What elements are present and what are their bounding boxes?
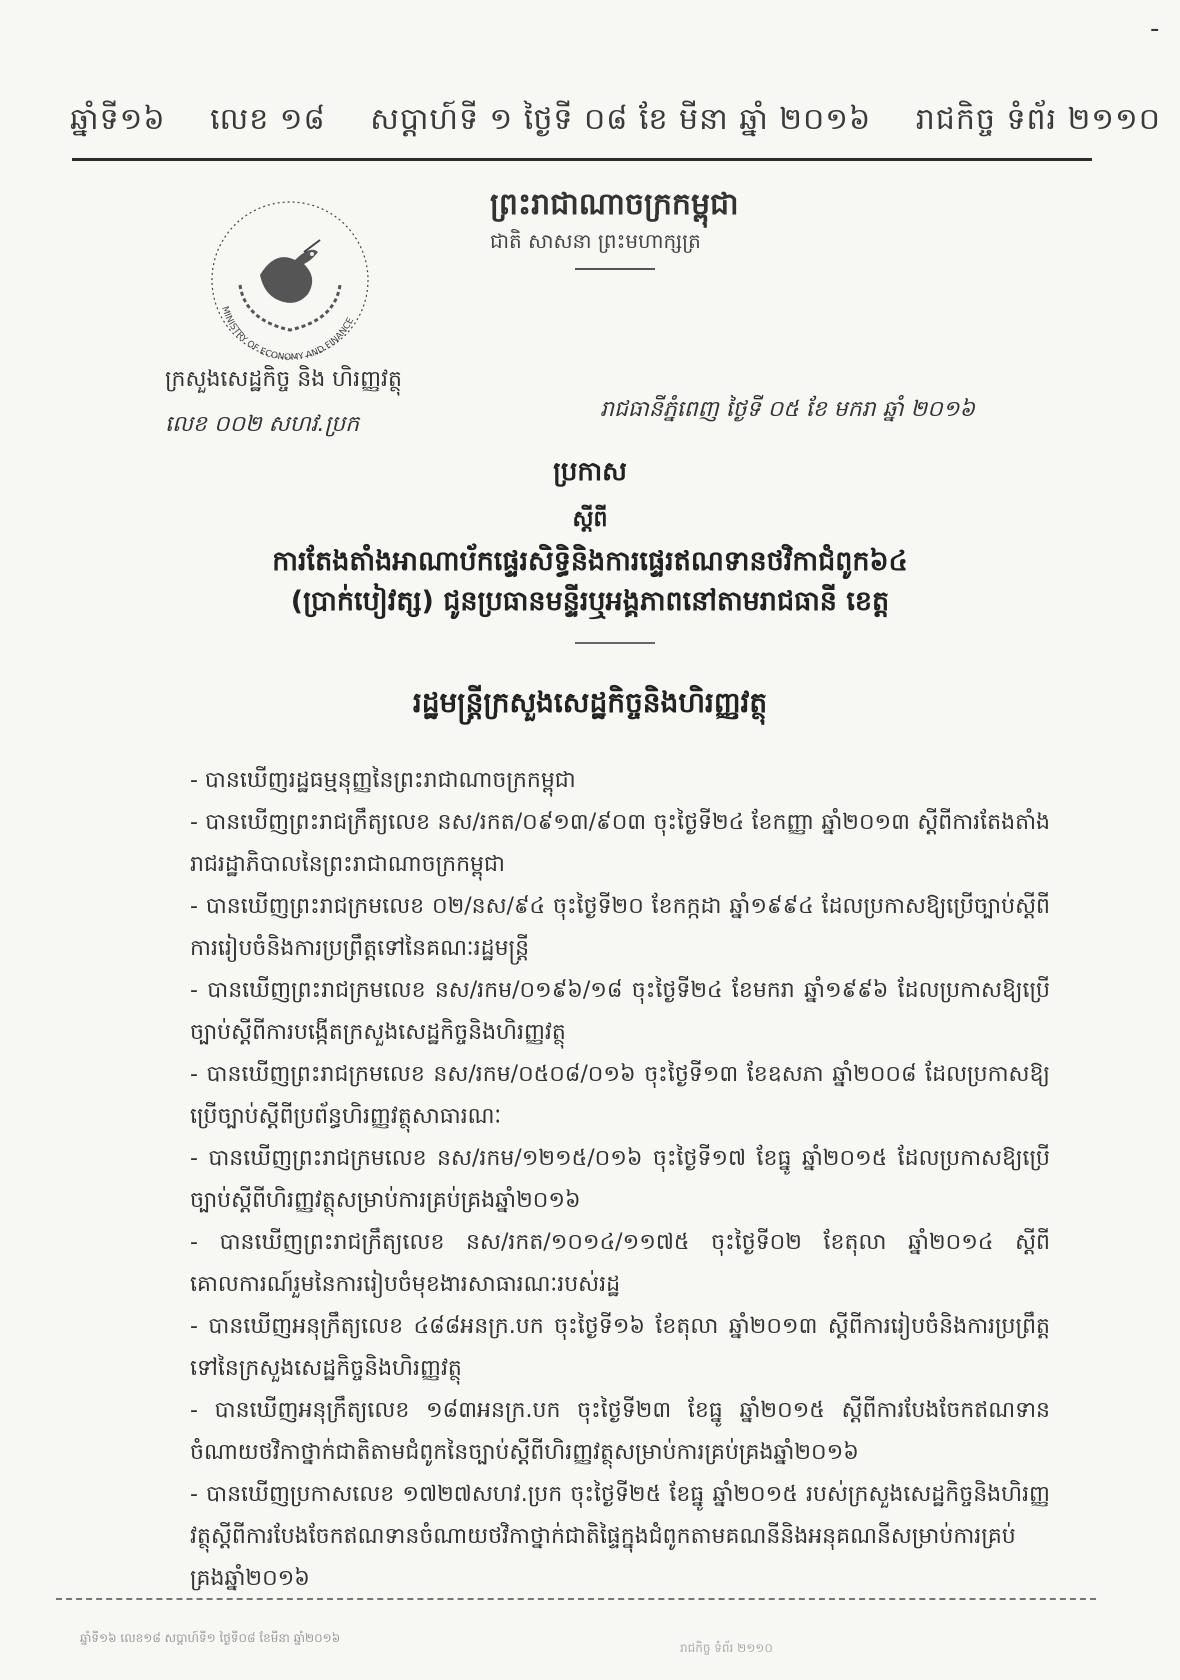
- gazette-year: ឆ្នាំទី១៦: [70, 102, 166, 137]
- seal-text: MINISTRY OF ECONOMY AND FINANCE: [219, 305, 357, 364]
- corner-mark: -: [1150, 14, 1160, 44]
- consideration-item: - បានឃើញព្រះរាជក្រឹត្យលេខ នស/រកត/១០១៤/១១៧៥ ចុះថ្ងៃទី០២ ខែតុលា ឆ្នាំ២០១៤ ស្តីពីគោលការណ៍រួមនៃការរៀបចំមុខងារសាធារណៈរបស់រដ្ឋ: [190, 1230, 1050, 1297]
- footer-divider: [56, 1598, 1096, 1600]
- issuer-title: រដ្ឋមន្ត្រីក្រសួងសេដ្ឋកិច្ចនិងហិរញ្ញវត្ថុ: [412, 686, 768, 719]
- footer-left: ឆ្នាំទី១៦ លេខ១៨ សប្តាហ៍ទី១ ថ្ងៃទី០៨ ខែមីនា ឆ្នាំ២០១៦: [80, 1631, 341, 1645]
- document-title-line1: ការតែងតាំងអាណាប័កផ្ទេរសិទ្ធិនិងការផ្ទេរឥណទានថវិកាជំពូក៦៤: [272, 546, 908, 577]
- reference-number: លេខ ០០២ សហវ.ប្រក: [165, 412, 360, 437]
- ministry-name: ក្រសួងសេដ្ឋកិច្ច និង ហិរញ្ញវត្ថុ: [165, 367, 402, 392]
- national-motto: ជាតិ សាសនា ព្រះមហាក្សត្រ: [490, 229, 701, 253]
- consideration-item: - បានឃើញអនុក្រឹត្យលេខ ៤៨៨អនក្រ.បក ចុះថ្ងៃទី១៦ ខែតុលា ឆ្នាំ២០១៣ ស្តីពីការរៀបចំនិងការប្រព្រឹត្តទៅនៃក្រសួងសេដ្ឋកិច្ចនិងហិរញ្ញវត្ថុ: [190, 1314, 1050, 1381]
- gazette-number: លេខ ១៨: [210, 102, 326, 137]
- consideration-item: - បានឃើញប្រកាសលេខ ១៧២៧សហវ.ប្រក ចុះថ្ងៃទី២៥ ខែធ្នូ ឆ្នាំ២០១៥ របស់ក្រសួងសេដ្ឋកិច្ចនិងហិរញ្ញវត្ថុស្តីពីការបែងចែកឥណទានចំណាយថវិកាថ្នាក់ជាតិផ្ទៃក្នុងជំពូកតាមគណនីនិងអនុគណនីសម្រាប់ការគ្រប់គ្រងឆ្នាំ២០១៦: [190, 1482, 1050, 1591]
- gazette-week: សប្តាហ៍ទី ១ ថ្ងៃទី ០៨ ខែ មីនា ឆ្នាំ ២០១៦: [370, 102, 872, 137]
- kingdom-name: ព្រះរាជាណាចក្រកម្ពុជា: [490, 187, 739, 222]
- consideration-item: - បានឃើញព្រះរាជក្រមលេខ នស/រកម/១២១៥/០១៦ ចុះថ្ងៃទី១៧ ខែធ្នូ ឆ្នាំ២០១៥ ដែលប្រកាសឱ្យប្រើច្បាប់ស្តីពីហិរញ្ញវត្ថុសម្រាប់ការគ្រប់គ្រងឆ្នាំ២០១៦: [190, 1146, 1050, 1213]
- considerations-list: [190, 760, 1050, 1600]
- consideration-item: - បានឃើញព្រះរាជក្រឹត្យលេខ នស/រកត/០៩១៣/៩០៣ ចុះថ្ងៃទី២៤ ខែកញ្ញា ឆ្នាំ២០១៣ ស្តីពីការតែងតាំងរាជរដ្ឋាភិបាលនៃព្រះរាជាណាចក្រកម្ពុជា: [190, 810, 1050, 877]
- header-divider: [72, 158, 1092, 161]
- gazette-header: [70, 100, 1161, 144]
- ornament-divider: [575, 268, 655, 270]
- document-about: ស្តីពី: [572, 507, 608, 532]
- ornament-divider-2: [575, 642, 655, 644]
- document-type: ប្រកាស: [553, 457, 627, 487]
- consideration-item: - បានឃើញរដ្ឋធម្មនុញ្ញនៃព្រះរាជាណាចក្រកម្ពុជា: [190, 768, 576, 793]
- footer-right: រាជកិច្ច ទំព័រ ២១១០: [680, 1641, 773, 1655]
- ministry-seal-icon: [200, 190, 380, 370]
- consideration-item: - បានឃើញព្រះរាជក្រមលេខ ០២/នស/៩៤ ចុះថ្ងៃទី២០ ខែកក្កដា ឆ្នាំ១៩៩៤ ដែលប្រកាសឱ្យប្រើច្បាប់ស្តីពីការរៀបចំនិងការប្រព្រឹត្តទៅនៃគណៈរដ្ឋមន្ត្រី: [190, 894, 1050, 961]
- place-and-date: រាជធានីភ្នំពេញ ថ្ងៃទី ០៥ ខែ មករា ឆ្នាំ ២០១៦: [600, 397, 975, 422]
- document-title-line2: (ប្រាក់បៀវត្ស) ជូនប្រធានមន្ទីរឬអង្គភាពនៅតាមរាជធានី ខេត្ត: [290, 586, 890, 617]
- consideration-item: - បានឃើញព្រះរាជក្រមលេខ នស/រកម/០៥០៨/០១៦ ចុះថ្ងៃទី១៣ ខែឧសភា ឆ្នាំ២០០៨ ដែលប្រកាសឱ្យប្រើច្បាប់ស្តីពីប្រព័ន្ធហិរញ្ញវត្ថុសាធារណៈ: [190, 1062, 1050, 1129]
- svg-text:MINISTRY OF ECONOMY AND FINANC: [219, 305, 356, 363]
- gazette-page-number: រាជកិច្ច ទំព័រ ២១១០: [915, 102, 1161, 137]
- consideration-item: - បានឃើញអនុក្រឹត្យលេខ ១៨៣អនក្រ.បក ចុះថ្ងៃទី២៣ ខែធ្នូ ឆ្នាំ២០១៥ ស្តីពីការបែងចែកឥណទានចំណាយថវិកាថ្នាក់ជាតិតាមជំពូកនៃច្បាប់ស្តីពីហិរញ្ញវត្ថុសម្រាប់ការគ្រប់គ្រងឆ្នាំ២០១៦: [190, 1398, 1050, 1465]
- consideration-item: - បានឃើញព្រះរាជក្រមលេខ នស/រកម/០១៩៦/១៨ ចុះថ្ងៃទី២៤ ខែមករា ឆ្នាំ១៩៩៦ ដែលប្រកាសឱ្យប្រើច្បាប់ស្តីពីការបង្កើតក្រសួងសេដ្ឋកិច្ចនិងហិរញ្ញវត្ថុ: [190, 978, 1050, 1045]
